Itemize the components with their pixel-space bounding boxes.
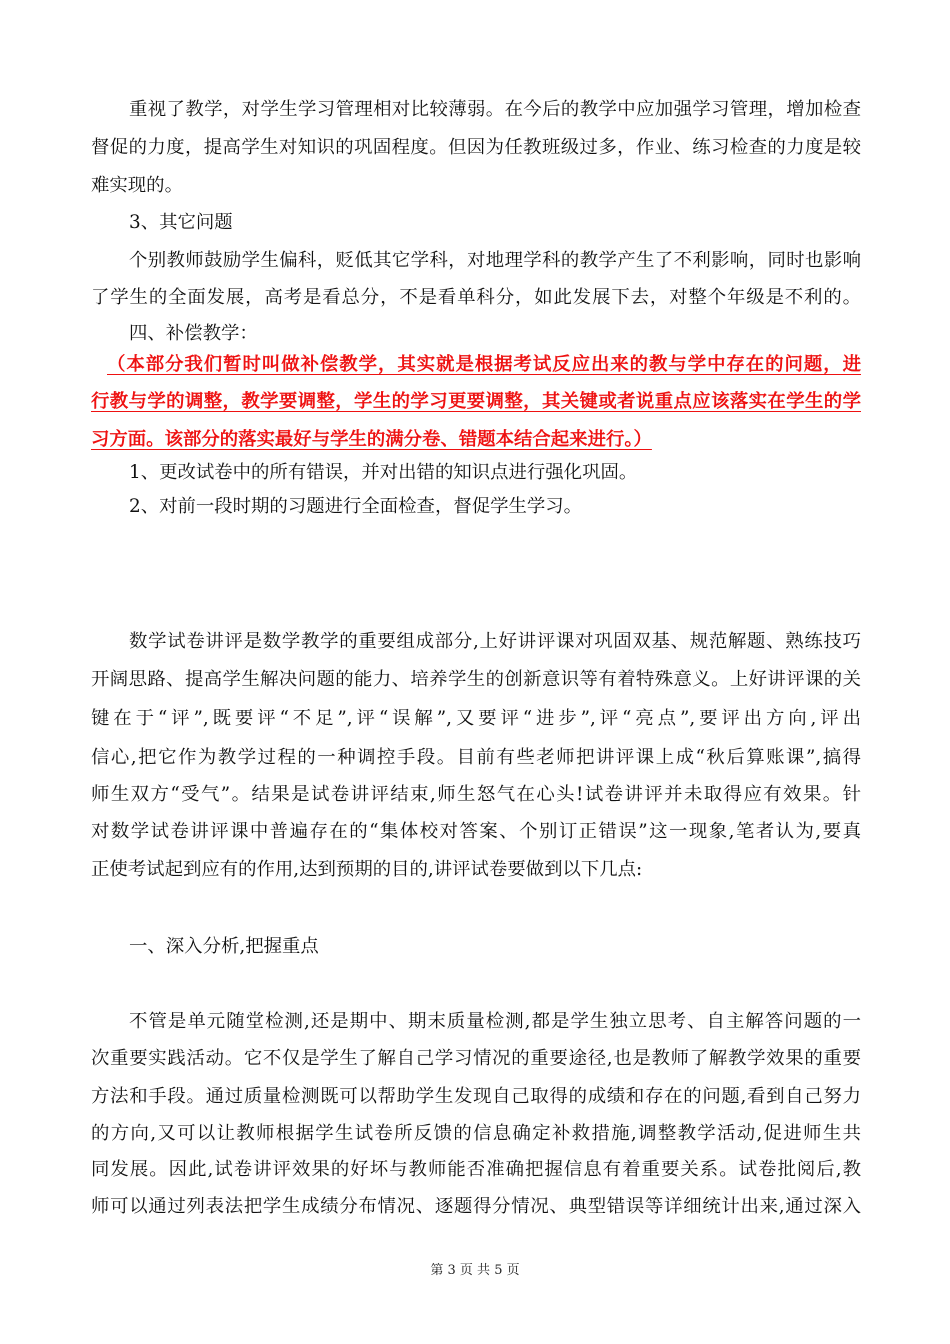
text-line: 不管是单元随堂检测,还是期中、期末质量检测,都是学生独立思考、自主解答问题的一	[129, 1011, 861, 1032]
section-heading: 四、补偿教学：	[129, 323, 258, 344]
section-heading: 3、其它问题	[129, 212, 233, 233]
text-line: 信心,把它作为教学过程的一种调控手段。目前有些老师把讲评课上成“秋后算账课”,搞得	[91, 747, 861, 768]
text-line: 同发展。因此,试卷讲评效果的好坏与教师能否准确把握信息有着重要关系。试卷批阅后,教	[91, 1159, 861, 1180]
text-line: 师可以通过列表法把学生成绩分布情况、逐题得分情况、典型错误等详细统计出来,通过深入	[91, 1196, 861, 1217]
text-line: 次重要实践活动。它不仅是学生了解自己学习情况的重要途径,也是教师了解教学效果的重要	[91, 1048, 861, 1069]
text-line: 师生双方“受气”。结果是试卷讲评结束,师生怒气在心头!试卷讲评并未取得应有效果。针	[91, 784, 861, 805]
text-line: 键在于“评”,既要评“不足”,评“误解”,又要评“进步”,评“亮点”,要评出方向,评出	[91, 708, 861, 729]
highlighted-note-line: 行教与学的调整，教学要调整，学生的学习更要调整，其关键或者说重点应该落实在学生的学	[91, 391, 861, 412]
text-line: 督促的力度，提高学生对知识的巩固程度。但因为任教班级过多，作业、练习检查的力度是较	[91, 137, 861, 158]
text-line: 开阔思路、提高学生解决问题的能力、培养学生的创新意识等有着特殊意义。上好讲评课的关	[91, 669, 861, 690]
section-heading: 一、深入分析,把握重点	[129, 936, 319, 957]
highlighted-note-line: 习方面。该部分的落实最好与学生的满分卷、错题本结合起来进行。）	[91, 429, 652, 450]
list-item: 2、对前一段时期的习题进行全面检查，督促学生学习。	[129, 496, 583, 517]
text-line: 难实现的。	[91, 175, 183, 196]
text-line: 个别教师鼓励学生偏科，贬低其它学科，对地理学科的教学产生了不利影响，同时也影响	[129, 250, 861, 271]
list-item: 1、更改试卷中的所有错误，并对出错的知识点进行强化巩固。	[129, 462, 638, 483]
text-line: 对数学试卷讲评课中普遍存在的“集体校对答案、个别订正错误”这一现象,笔者认为,要真	[91, 821, 861, 842]
text-line: 的方向,又可以让教师根据学生试卷所反馈的信息确定补救措施,调整教学活动,促进师生共	[91, 1123, 861, 1144]
text-line: 正使考试起到应有的作用,达到预期的目的,讲评试卷要做到以下几点:	[91, 859, 643, 880]
text-line: 了学生的全面发展，高考是看总分，不是看单科分，如此发展下去，对整个年级是不利的。	[91, 287, 861, 308]
text-line: 方法和手段。通过质量检测既可以帮助学生发现自己取得的成绩和存在的问题,看到自己努力	[91, 1086, 861, 1107]
highlighted-note-line: （本部分我们暂时叫做补偿教学，其实就是根据考试反应出来的教与学中存在的问题，进	[107, 354, 861, 375]
page-number-footer: 第 3 页 共 5 页	[430, 1263, 520, 1278]
text-line: 重视了教学，对学生学习管理相对比较薄弱。在今后的教学中应加强学习管理，增加检查	[129, 99, 861, 120]
text-line: 数学试卷讲评是数学教学的重要组成部分,上好讲评课对巩固双基、规范解题、熟练技巧	[129, 631, 861, 652]
